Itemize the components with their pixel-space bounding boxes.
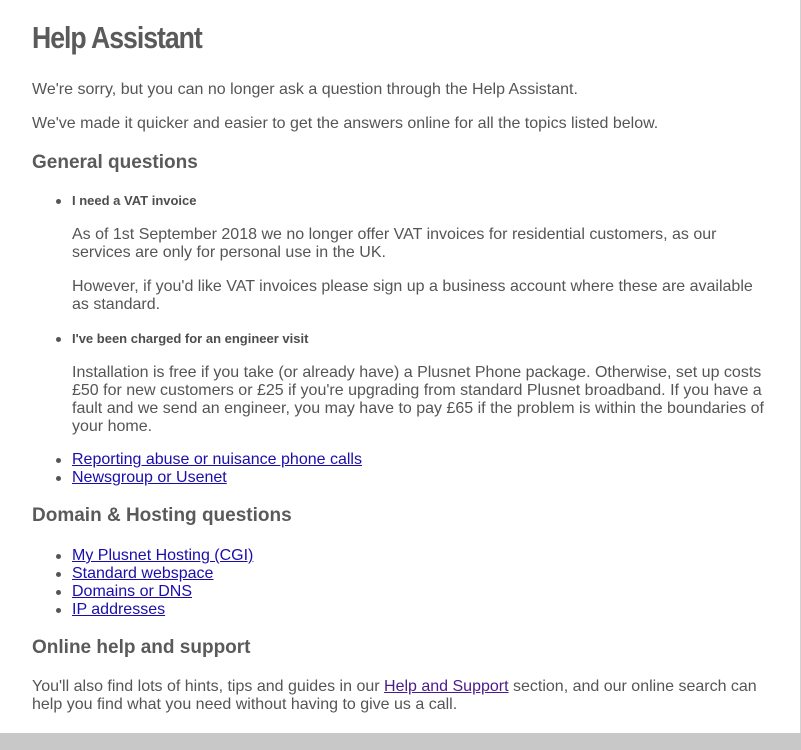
list-item: [32, 451, 762, 469]
online-help-text: [32, 678, 772, 714]
link-plusnet-hosting[interactable]: My Plusnet Hosting (CGI): [72, 547, 254, 564]
list-item: [32, 601, 762, 619]
bullet-icon: [56, 590, 61, 595]
question-title: I've been charged for an engineer visit: [72, 331, 309, 346]
bullet-icon: [56, 199, 61, 204]
domain-links-list: [32, 547, 762, 619]
vat-answer-paragraph-2: However, if you'd like VAT invoices please sign up a business account where these are available as standard.: [72, 278, 753, 313]
online-help-text-after: section, and our online search can help you find what you need without having to give us a call.: [32, 678, 757, 713]
link-domains-dns[interactable]: Domains or DNS: [72, 583, 193, 600]
general-links-list: [32, 451, 762, 487]
bullet-icon: [56, 337, 61, 342]
bullet-icon: [56, 554, 61, 559]
online-help-heading: Online help and support: [32, 637, 251, 658]
bullet-icon: [56, 458, 61, 463]
bullet-icon: [56, 608, 61, 613]
domain-hosting-heading: Domain & Hosting questions: [32, 505, 292, 526]
page-title: Help Assistant: [32, 20, 202, 55]
question-title: I need a VAT invoice: [72, 193, 197, 208]
general-questions-heading: General questions: [32, 152, 198, 173]
online-help-text-before: You'll also find lots of hints, tips and guides in our: [32, 678, 385, 695]
question-vat-invoice: [32, 192, 197, 210]
link-newsgroup-usenet[interactable]: Newsgroup or Usenet: [72, 469, 227, 486]
vat-answer-paragraph-1: As of 1st September 2018 we no longer offer VAT invoices for residential customers, as our services are only for personal use in the UK.: [72, 226, 717, 261]
link-ip-addresses[interactable]: IP addresses: [72, 601, 166, 618]
horizontal-scrollbar[interactable]: [0, 733, 801, 750]
list-item: [32, 583, 762, 601]
intro-text-2: We've made it quicker and easier to get the answers online for all the topics listed below.: [32, 115, 659, 132]
list-item: [32, 565, 762, 583]
bullet-icon: [56, 572, 61, 577]
link-standard-webspace[interactable]: Standard webspace: [72, 565, 214, 582]
list-item: [32, 469, 762, 487]
main-content: [32, 20, 772, 713]
link-help-and-support[interactable]: Help and Support: [384, 678, 509, 695]
intro-text-1: We're sorry, but you can no longer ask a question through the Help Assistant.: [32, 81, 578, 98]
question-engineer-visit: [32, 330, 308, 348]
bullet-icon: [56, 476, 61, 481]
engineer-answer-paragraph: Installation is free if you take (or already have) a Plusnet Phone package. Otherwise, set up costs £50 for new customers or £25 if you're upgrading from standard Plusnet broadband. If you have a fault and we send an engineer, you may have to pay £65 if the problem is within the boundaries of your home.: [72, 364, 764, 435]
link-reporting-abuse[interactable]: Reporting abuse or nuisance phone calls: [72, 451, 362, 468]
list-item: [32, 547, 762, 565]
